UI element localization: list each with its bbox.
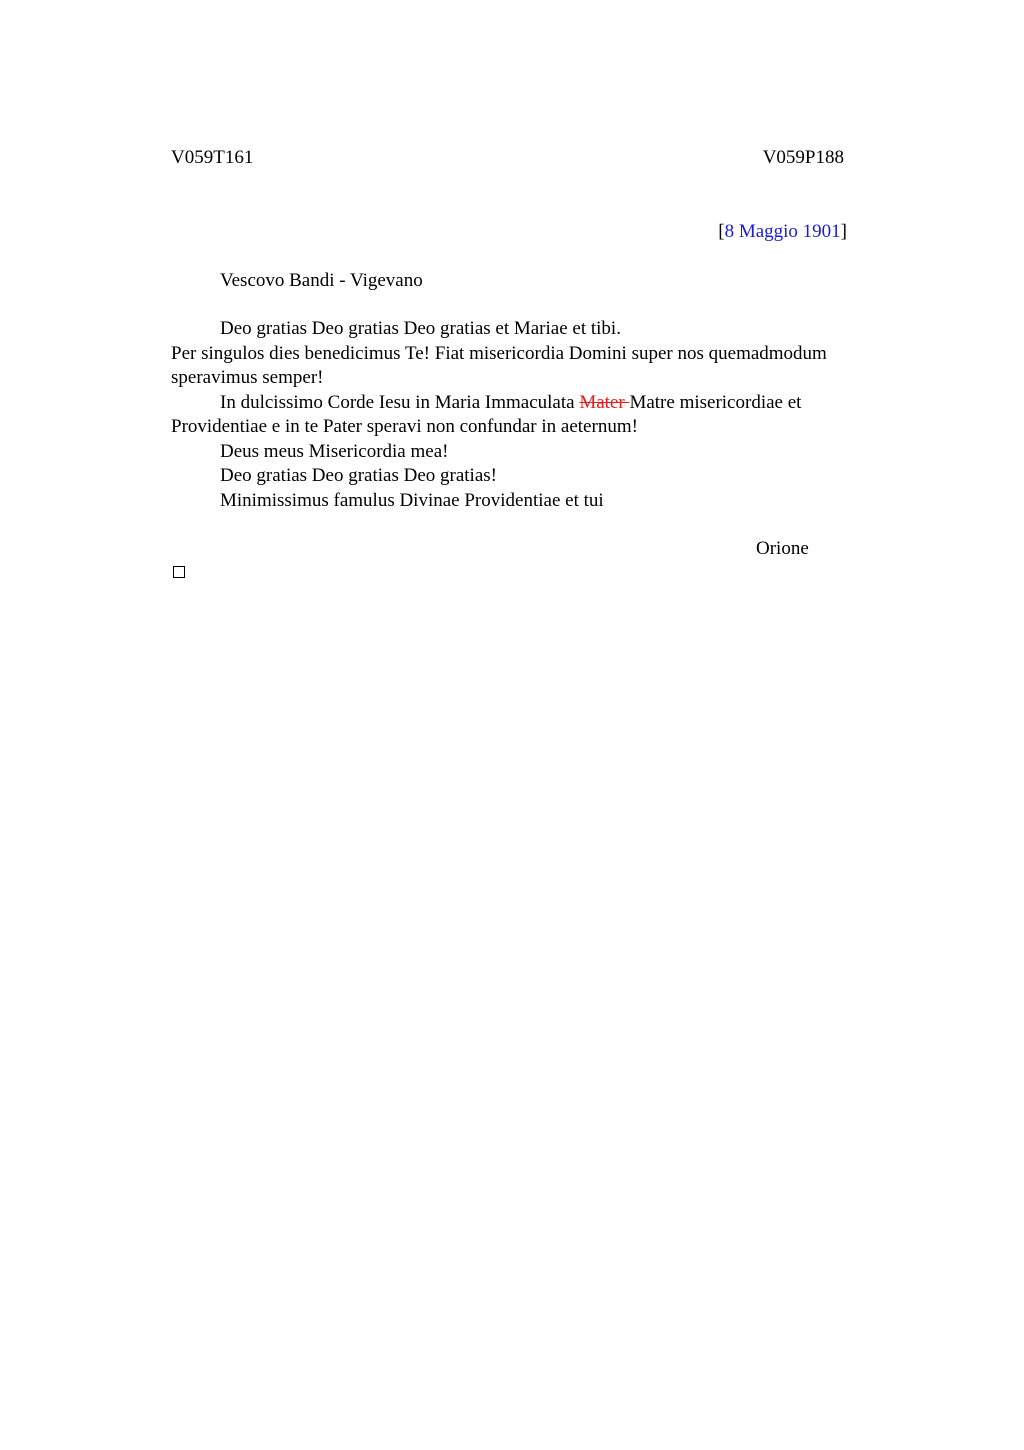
end-of-document-square-icon	[173, 566, 185, 578]
body-paragraph-1: Deo gratias Deo gratias Deo gratias et Mariae et tibi.	[220, 318, 621, 339]
body-paragraph-3-start: In dulcissimo Corde Iesu in Maria Immaculata	[220, 391, 580, 413]
letter-body	[171, 317, 851, 513]
body-paragraph-3	[171, 391, 851, 440]
letter-date	[718, 220, 847, 244]
document-reference-left: V059T161	[171, 147, 254, 168]
document-reference-right: V059P188	[762, 147, 844, 168]
date-close-bracket: ]	[840, 221, 847, 242]
body-paragraph-3-end: Matre misericordiae et Providentiae e in te Pater speravi non confundar in aeternum!	[171, 391, 802, 437]
date-text: 8 Maggio 1901	[724, 221, 841, 242]
letter-addressee: Vescovo Bandi - Vigevano	[220, 270, 423, 291]
body-paragraph-2: Per singulos dies benedicimus Te! Fiat misericordia Domini super nos quemadmodum speravimus semper!	[171, 342, 827, 388]
body-paragraph-4: Deus meus Misericordia mea!	[220, 440, 449, 462]
struck-out-word: Mater	[579, 391, 630, 413]
date-open-bracket: [	[718, 221, 725, 242]
signature: Orione	[756, 538, 809, 559]
body-paragraph-6: Minimissimus famulus Divinae Providentiae et tui	[220, 489, 604, 511]
body-paragraph-5: Deo gratias Deo gratias Deo gratias!	[220, 465, 497, 486]
